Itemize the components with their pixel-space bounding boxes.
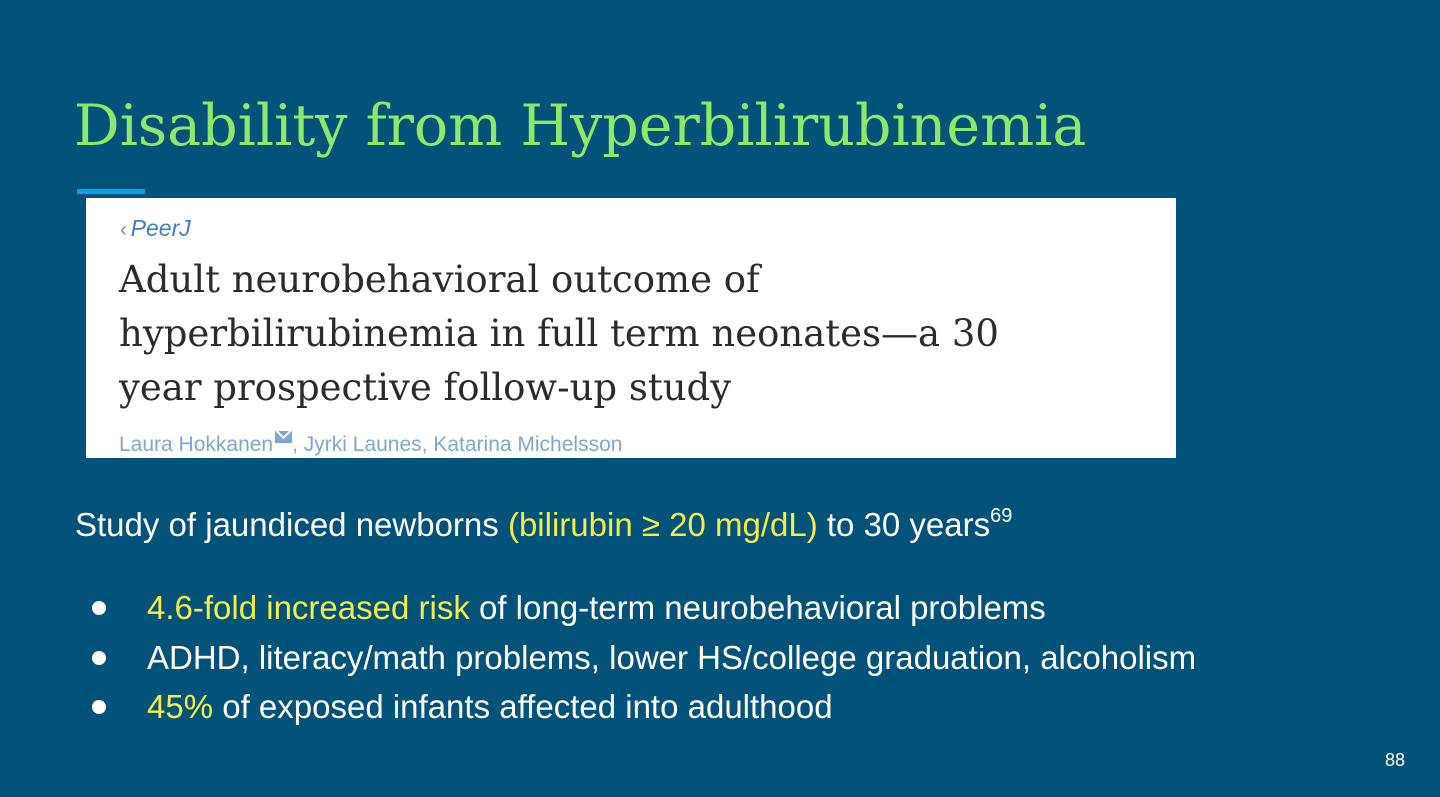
slide-title: Disability from Hyperbilirubinemia <box>74 93 1087 159</box>
bullet-icon <box>92 651 106 665</box>
citation-superscript: 69 <box>990 505 1013 527</box>
paper-title-line: year prospective follow-up study <box>119 366 732 409</box>
paper-title <box>119 253 1019 415</box>
list-item-text <box>147 686 833 728</box>
chevron-left-icon: ‹ <box>120 219 127 241</box>
list-item-body: of exposed infants affected into adulthood <box>213 688 833 725</box>
author-link[interactable]: Jyrki Launes <box>303 433 422 456</box>
author-separator: , <box>421 433 434 456</box>
bullet-icon <box>92 601 106 615</box>
bullet-icon <box>92 700 106 714</box>
paper-authors <box>119 431 622 458</box>
list-item-body: of long-term neurobehavioral problems <box>469 589 1046 626</box>
list-item-highlight: 4.6-fold increased risk <box>147 589 470 626</box>
summary-text: Study of jaundiced newborns <box>75 506 508 543</box>
title-accent-bar <box>77 189 145 194</box>
list-item-text <box>147 637 1196 679</box>
list-item-text <box>147 587 1046 629</box>
summary-text: to 30 years <box>817 506 991 543</box>
author-link[interactable]: Katarina Michelsson <box>433 433 623 456</box>
journal-name: PeerJ <box>130 215 191 241</box>
page-number: 88 <box>1385 750 1406 770</box>
author-separator: , <box>292 433 304 456</box>
author-link[interactable]: Laura Hokkanen <box>119 433 274 456</box>
summary-highlight: (bilirubin ≥ 20 mg/dL) <box>507 506 818 543</box>
journal-link[interactable] <box>120 214 191 244</box>
list-item-highlight: 45% <box>147 688 214 725</box>
list-item-body: ADHD, literacy/math problems, lower HS/college graduation, alcoholism <box>147 638 1197 676</box>
mail-icon[interactable] <box>275 431 292 443</box>
paper-title-line: Adult neurobehavioral outcome of <box>119 258 760 301</box>
paper-screenshot <box>86 198 1176 458</box>
paper-title-line: hyperbilirubinemia in full term neonates—a 30 <box>119 312 999 355</box>
study-summary <box>75 505 1012 545</box>
